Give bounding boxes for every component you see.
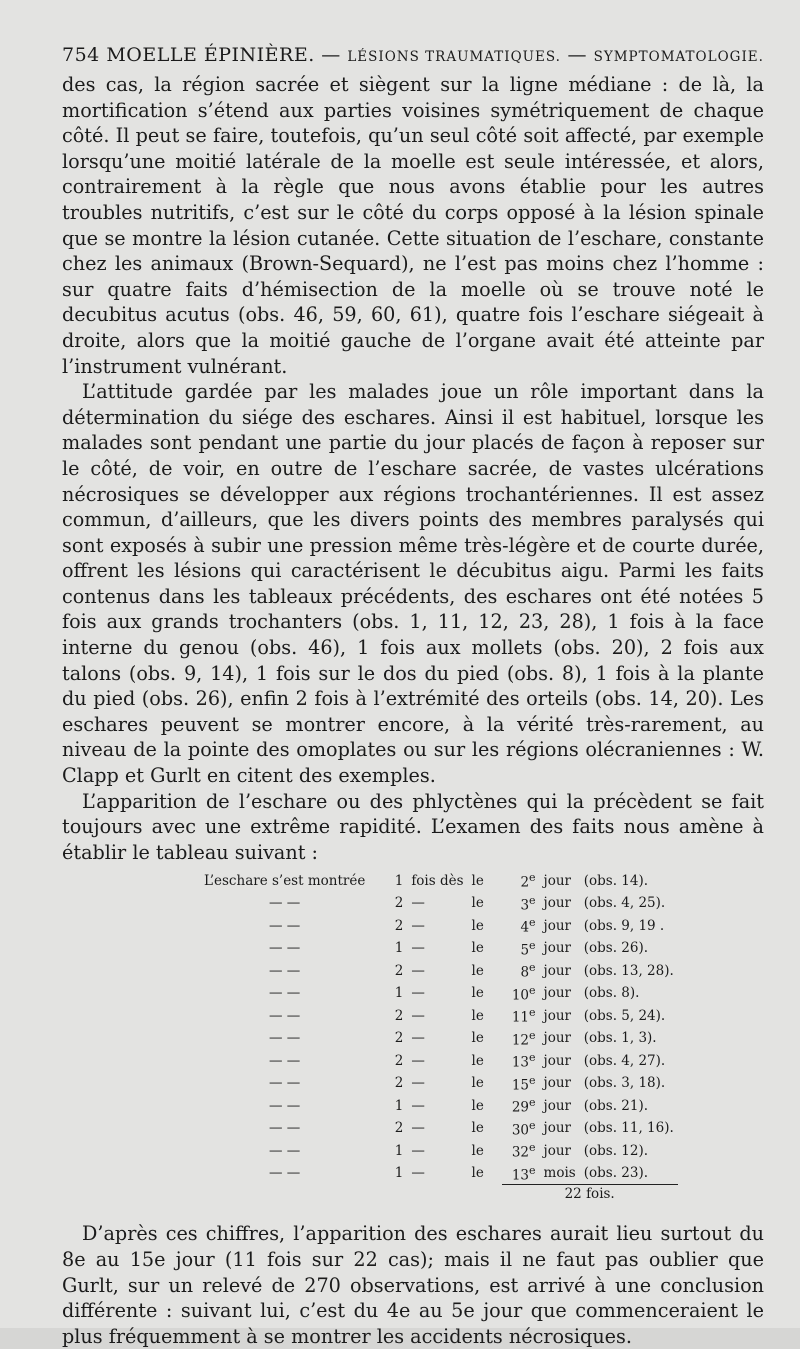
table-row	[200, 1049, 686, 1072]
row-word: —	[411, 1097, 425, 1114]
row-day-number: 32	[511, 1144, 530, 1161]
row-word: —	[411, 1030, 425, 1047]
row-count: 1	[394, 872, 404, 889]
row-word: —	[411, 1007, 425, 1024]
row-le: le	[471, 917, 484, 934]
row-unit: mois	[543, 1165, 576, 1182]
row-unit: jour	[543, 872, 572, 889]
table-row	[200, 1004, 686, 1027]
row-unit: jour	[543, 895, 572, 912]
table-row	[200, 959, 686, 982]
row-word: —	[411, 962, 425, 979]
row-lead: — —	[269, 1052, 301, 1069]
row-unit: jour	[543, 1142, 572, 1159]
row-day-number: 30	[511, 1122, 530, 1139]
row-le: le	[471, 1097, 484, 1114]
row-obs: (obs. 11, 16).	[583, 1120, 674, 1137]
row-le: le	[471, 872, 484, 889]
row-unit: jour	[543, 917, 572, 934]
row-obs: (obs. 3, 18).	[583, 1075, 666, 1092]
row-day	[502, 869, 540, 892]
row-unit: jour	[543, 1075, 572, 1092]
row-day-suffix: e	[529, 871, 536, 885]
row-le: le	[471, 1075, 484, 1092]
row-day-suffix: e	[529, 1028, 536, 1042]
header-title: MOELLE ÉPINIÈRE.	[106, 44, 315, 66]
row-obs: (obs. 12).	[583, 1142, 649, 1159]
table-row	[200, 1117, 686, 1140]
row-count: 2	[394, 1030, 404, 1047]
row-day-suffix: e	[529, 1073, 536, 1087]
row-day	[502, 959, 540, 982]
row-lead: L’eschare s’est montrée	[204, 872, 366, 889]
row-day	[502, 914, 540, 937]
row-word: —	[411, 1052, 425, 1069]
row-day-suffix: e	[529, 1096, 536, 1110]
table-row	[200, 1072, 686, 1095]
row-count: 1	[394, 1165, 404, 1182]
row-day-suffix: e	[529, 983, 536, 997]
row-day-number: 29	[511, 1099, 530, 1116]
row-count: 2	[394, 962, 404, 979]
row-le: le	[471, 1120, 484, 1137]
table-row	[200, 892, 686, 915]
row-lead: — —	[269, 985, 301, 1002]
table-row	[200, 869, 686, 892]
row-word: —	[411, 1075, 425, 1092]
row-lead: — —	[269, 940, 301, 957]
row-count: 2	[394, 895, 404, 912]
row-day-suffix: e	[529, 1006, 536, 1020]
row-lead: — —	[269, 1030, 301, 1047]
row-lead: — —	[269, 1075, 301, 1092]
body-text	[62, 72, 764, 865]
closing-text: D’après ces chiffres, l’apparition des eschares aurait lieu surtout du 8e au 15e jour (11 fois sur 22 cas); mais il ne faut pas oublier que Gurlt, sur un relevé de 270 observations, est arrivé à une conclusion différente : suivant lui, c’est du 4e au 5e jour que commenceraient le plus fréquemment à se montrer les accidents nécrosiques.	[62, 1222, 764, 1348]
row-count: 2	[394, 1052, 404, 1069]
row-unit: jour	[543, 1007, 572, 1024]
row-count: 1	[394, 1142, 404, 1159]
row-obs: (obs. 26).	[583, 940, 649, 957]
row-day	[502, 1139, 540, 1162]
row-count: 1	[394, 985, 404, 1002]
row-unit: jour	[543, 940, 572, 957]
row-day-number: 3	[520, 897, 530, 914]
row-day-suffix: e	[529, 1163, 536, 1177]
row-day-number: 12	[511, 1032, 530, 1049]
paragraph: des cas, la région sacrée et siègent sur la ligne médiane : de là, la mortification s’étend aux parties voisines symétriquement de chaque côté. Il peut se faire, toutefois, qu’un seul côté soit affecté, par exemple lorsqu’une moitié latérale de la moelle est seule intéressée, et alors, contrairement à la règle que nous avons établie pour les autres troubles nutritifs, c’est sur le côté du corps opposé à la lésion spinale que se montre la lésion cutanée. Cette situation de l’eschare, constante chez les animaux (Brown-Sequard), ne l’est pas moins chez l’homme : sur quatre faits d’hémisection de la moelle où se trouve noté le decubitus acutus (obs. 46, 59, 60, 61), quatre fois l’eschare siégeait à droite, alors que la moitié gauche de l’organe avait été atteinte par l’instrument vulnérant.	[62, 73, 764, 378]
row-obs: (obs. 4, 27).	[583, 1052, 666, 1069]
row-le: le	[471, 1142, 484, 1159]
row-count: 2	[394, 1120, 404, 1137]
table-row	[200, 1162, 686, 1185]
row-day-number: 13	[511, 1167, 530, 1184]
row-lead: — —	[269, 962, 301, 979]
header-section: LÉSIONS TRAUMATIQUES.	[347, 49, 561, 65]
row-day-number: 10	[511, 987, 530, 1004]
table-row	[200, 1139, 686, 1162]
row-lead: — —	[269, 895, 301, 912]
row-day-number: 15	[511, 1077, 530, 1094]
row-le: le	[471, 985, 484, 1002]
row-word: —	[411, 1142, 425, 1159]
row-day	[502, 1004, 540, 1027]
row-unit: jour	[543, 1097, 572, 1114]
row-day-suffix: e	[529, 1118, 536, 1132]
row-obs: (obs. 1, 3).	[583, 1030, 657, 1047]
header-subsection: SYMPTOMATOLOGIE.	[593, 49, 764, 65]
row-day-number: 4	[520, 919, 530, 936]
row-le: le	[471, 895, 484, 912]
row-obs: (obs. 5, 24).	[583, 1007, 666, 1024]
row-day-suffix: e	[529, 961, 536, 975]
table-row	[200, 1094, 686, 1117]
table-row	[200, 914, 686, 937]
row-word: —	[411, 917, 425, 934]
row-obs: (obs. 8).	[583, 985, 640, 1002]
table-row	[200, 1027, 686, 1050]
row-unit: jour	[543, 985, 572, 1002]
row-obs: (obs. 21).	[583, 1097, 649, 1114]
row-word: fois dès	[411, 872, 464, 889]
row-day	[502, 1072, 540, 1095]
row-day	[502, 982, 540, 1005]
table-total: 22 fois.	[502, 1185, 678, 1204]
table-row	[200, 982, 686, 1005]
row-day-suffix: e	[529, 916, 536, 930]
row-day-number: 11	[511, 1009, 530, 1026]
running-header	[62, 44, 764, 66]
table-row	[200, 937, 686, 960]
row-day-suffix: e	[529, 893, 536, 907]
row-day	[502, 892, 540, 915]
row-le: le	[471, 1165, 484, 1182]
header-separator: —	[567, 44, 588, 66]
paragraph: L’attitude gardée par les malades joue un rôle important dans la détermination du siége des eschares. Ainsi il est habituel, lorsque les malades sont pendant une partie du jour placés de façon à reposer sur le côté, de voir, en outre de l’eschare sacrée, de vastes ulcérations nécrosiques se développer aux régions trochantériennes. Il est assez commun, d’ailleurs, que les divers points des membres paralysés qui sont exposés à subir une pression même très-légère et de courte durée, offrent les lésions qui caractérisent le décubitus aigu. Parmi les faits contenus dans les tableaux précédents, des eschares ont été notées 5 fois aux grands trochanters (obs. 1, 11, 12, 23, 28), 1 fois à la face interne du genou (obs. 46), 1 fois aux mollets (obs. 20), 2 fois aux talons (obs. 9, 14), 1 fois sur le dos du pied (obs. 8), 1 fois à la plante du pied (obs. 26), enfin 2 fois à l’extrémité des orteils (obs. 14, 20). Les eschares peuvent se montrer encore, à la vérité très-rarement, au niveau de la pointe des omoplates ou sur les régions olécraniennes : W. Clapp et Gurlt en citent des exemples.	[62, 380, 764, 788]
row-count: 2	[394, 1007, 404, 1024]
row-word: —	[411, 985, 425, 1002]
row-obs: (obs. 23).	[583, 1165, 649, 1182]
row-le: le	[471, 1030, 484, 1047]
header-separator: —	[321, 44, 341, 66]
row-lead: — —	[269, 917, 301, 934]
row-count: 1	[394, 940, 404, 957]
row-le: le	[471, 940, 484, 957]
row-le: le	[471, 1007, 484, 1024]
row-day	[502, 1027, 540, 1050]
row-word: —	[411, 1120, 425, 1137]
row-obs: (obs. 14).	[583, 872, 649, 889]
row-count: 2	[394, 1075, 404, 1092]
row-day-suffix: e	[529, 1141, 536, 1155]
row-day-suffix: e	[529, 1051, 536, 1065]
paragraph: L’apparition de l’eschare ou des phlyctènes qui la précèdent se fait toujours avec une extrême rapidité. L’examen des faits nous amène à établir le tableau suivant :	[62, 789, 764, 864]
row-day-suffix: e	[529, 938, 536, 952]
row-day-number: 5	[520, 942, 530, 959]
row-obs: (obs. 9, 19 .	[583, 917, 665, 934]
row-day	[502, 1049, 540, 1072]
row-day	[502, 1162, 540, 1185]
row-day	[502, 937, 540, 960]
closing-paragraph-block	[62, 1221, 764, 1349]
row-day	[502, 1094, 540, 1117]
row-obs: (obs. 4, 25).	[583, 895, 666, 912]
row-lead: — —	[269, 1120, 301, 1137]
row-word: —	[411, 1165, 425, 1182]
row-day-number: 13	[511, 1054, 530, 1071]
row-lead: — —	[269, 1097, 301, 1114]
row-day	[502, 1117, 540, 1140]
page-number: 754	[62, 44, 100, 66]
row-day-number: 8	[520, 964, 530, 981]
row-word: —	[411, 940, 425, 957]
row-unit: jour	[543, 1052, 572, 1069]
row-obs: (obs. 13, 28).	[583, 962, 674, 979]
row-le: le	[471, 1052, 484, 1069]
row-le: le	[471, 962, 484, 979]
row-lead: — —	[269, 1142, 301, 1159]
row-lead: — —	[269, 1165, 301, 1182]
eschare-table	[200, 869, 686, 1203]
row-day-number: 2	[520, 874, 530, 891]
row-unit: jour	[543, 1030, 572, 1047]
row-count: 2	[394, 917, 404, 934]
row-lead: — —	[269, 1007, 301, 1024]
row-word: —	[411, 895, 425, 912]
row-unit: jour	[543, 1120, 572, 1137]
row-count: 1	[394, 1097, 404, 1114]
row-unit: jour	[543, 962, 572, 979]
closing-paragraph	[62, 1221, 764, 1349]
